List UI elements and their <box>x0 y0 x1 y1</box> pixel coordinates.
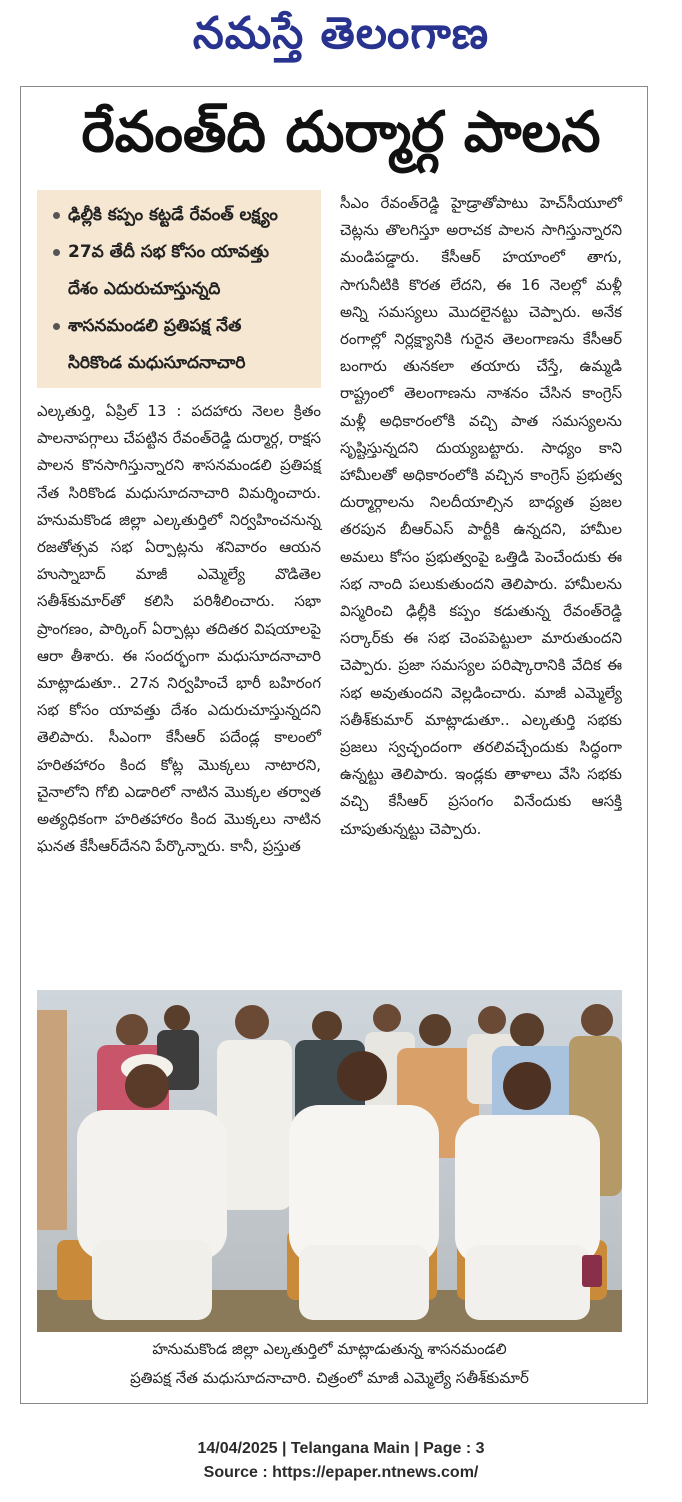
highlight-item: 27వ తేదీ సభ కోసం యావత్తు <box>53 237 269 267</box>
footer-date-page: 14/04/2025 | Telangana Main | Page : 3 <box>197 1440 485 1457</box>
bullet-icon <box>53 212 60 219</box>
footer-source: Source : https://epaper.ntnews.com/ <box>203 1464 479 1481</box>
article-paragraph: ఎల్కతుర్తి, ఏప్రిల్ 13 : పదహారు నెలల క్రితం పాలనాపగ్గాలు చేపట్టిన రేవంత్‌రెడ్డి దుర్మార్గ, రాక్షస పాలన కొనసాగిస్తున్నారని శాసనమండలి ప్రతిపక్ష నేత సిరికొండ మధుసూదనాచారి విమర్శించారు. హనుమకొండ జిల్లా ఎల్కతుర్తిలో నిర్వహించనున్న రజతోత్సవ సభ ఏర్పాట్లను శనివారం ఆయన హుస్నాబాద్ మాజీ ఎమ్మెల్యే వొడితెల సతీశ్‌కుమార్‌తో కలిసి పరిశీలించారు. సభా ప్రాంగణం, పార్కింగ్ ఏర్పాట్లు తదితర విషయాలపై ఆరా తీశారు. ఈ సందర్భంగా మధుసూదనాచారి మాట్లాడుతూ.. 27న నిర్వహించే భారీ బహిరంగ సభ కోసం యావత్తు దేశం ఎదురుచూస్తున్నదని తెలిపారు. సీఎంగా కేసీఆర్ పదేండ్ల కాలంలో హరితహారం కింద కోట్ల మొక్కలు నాటారని, చైనాలోని గోబి ఎడారిలో నాటిన మొక్కల తర్వాత అత్యధికంగా హరితహారం కింద మొక్కలు నాటిన ఘనత కేసీఆర్‌దేనని పేర్కొన్నారు. కానీ, ప్రస్తుత <box>37 402 321 856</box>
highlight-item-continued: దేశం ఎదురుచూస్తున్నది <box>68 279 221 299</box>
highlight-item: ఢిల్లీకి కప్పం కట్టడే రేవంత్ లక్ష్యం <box>53 200 278 230</box>
article-body-right-column <box>340 190 622 843</box>
bullet-icon <box>53 323 60 330</box>
article-body-left-column <box>37 398 321 860</box>
caption-line: ప్రతిపక్ష నేత మధుసూదనాచారి. చిత్రంలో మాజీ ఎమ్మెల్యే సతీశ్‌కుమార్ <box>130 1369 529 1387</box>
caption-line: హనుమకొండ జిల్లా ఎల్కతుర్తిలో మాట్లాడుతున్న శాసనమండలి <box>152 1340 507 1358</box>
highlights-box <box>37 190 321 388</box>
newspaper-masthead: నమస్తే తెలంగాణ <box>192 8 490 59</box>
photo-caption <box>37 1335 622 1393</box>
bullet-icon <box>53 249 60 256</box>
news-photo <box>37 990 622 1332</box>
highlight-item-continued: సిరికొండ మధుసూదనాచారి <box>68 353 246 373</box>
news-photo-illustration <box>37 990 622 1332</box>
article-headline: రేవంత్‌ది దుర్మార్గ పాలన <box>81 100 601 165</box>
article-paragraph: సీఎం రేవంత్‌రెడ్డి హైడ్రాతోపాటు హెచ్‌సీయూలో చెట్లను తొలగిస్తూ అరాచక పాలన సాగిస్తున్నారని మండిపడ్డారు. కేసీఆర్ హయాంలో తాగు, సాగునీటికి కొరత లేదని, ఈ 16 నెలల్లో మళ్లీ అన్ని సమస్యలు మొదలైనట్టు చెప్పారు. అనేక రంగాల్లో నిర్లక్ష్యానికి గురైన తెలంగాణను కేసీఆర్ బంగారు తునకలా తయారు చేస్తే, ఉమ్మడి రాష్ట్రంలో తెలంగాణను నాశనం చేసిన కాంగ్రెస్ మళ్లీ అధికారంలోకి వచ్చి పాత సమస్యలను సృష్టిస్తున్నదని దుయ్యబట్టారు. సాధ్యం కాని హామీలతో అధికారంలోకి వచ్చిన కాంగ్రెస్ ప్రభుత్వ దుర్మార్గాలను నిలదీయాల్సిన బాధ్యత ప్రజల తరపున బీఆర్‌ఎస్ పార్టీకి ఉన్నదని, హామీల అమలు కోసం ప్రభుత్వంపై ఒత్తిడి పెంచేందుకు ఈ సభ నాంది పలుకుతుందని తెలిపారు. హామీలను విస్మరించి ఢిల్లీకి కప్పం కడుతున్న రేవంత్‌రెడ్డి సర్కార్‌కు ఈ సభ చెంపపెట్టులా మారుతుందని చెప్పారు. ప్రజా సమస్యల పరిష్కారానికి వేదిక ఈ సభ అవుతుందని వెల్లడించారు. మాజీ ఎమ్మెల్యే సతీశ్‌కుమార్ మాట్లాడుతూ.. ఎల్కతుర్తి సభకు ప్రజలు స్వచ్ఛందంగా తరలివచ్చేందుకు సిద్ధంగా ఉన్నట్టు తెలిపారు. ఇండ్లకు తాళాలు వేసి సభకు వచ్చి కేసీఆర్ ప్రసంగం వినేందుకు ఆసక్తి చూపుతున్నట్టు చెప్పారు. <box>340 194 622 838</box>
highlight-item: శాసనమండలి ప్రతిపక్ష నేత <box>53 311 241 341</box>
